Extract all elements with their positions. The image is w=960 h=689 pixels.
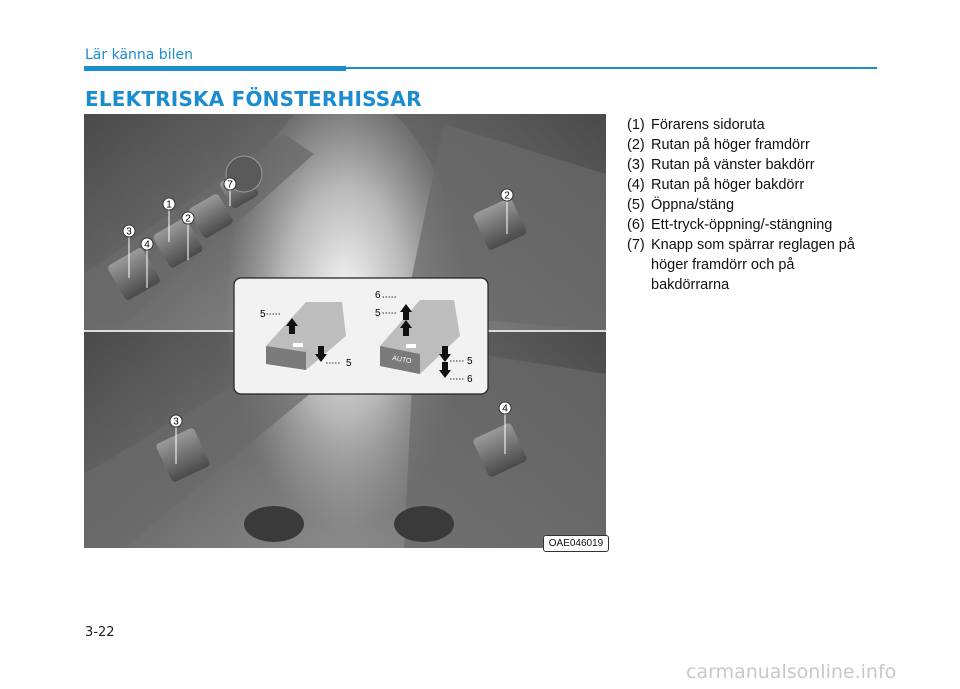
figure-code: OAE046019 (543, 535, 609, 552)
svg-text:3: 3 (173, 416, 179, 428)
svg-text:7: 7 (227, 179, 233, 191)
header-rule-thick (84, 66, 346, 71)
legend-item: (7) Knapp som spärrar reglagen på höger framdörr och på bakdörrarna (627, 237, 855, 293)
legend-item: (1) Förarens sidoruta (627, 117, 765, 133)
header-rule-thin (346, 67, 877, 69)
page-title: ELEKTRISKA FÖNSTERHISSAR (85, 87, 422, 111)
legend-item: (5) Öppna/stäng (627, 197, 735, 213)
legend-item: (2) Rutan på höger framdörr (627, 137, 810, 153)
watermark: carmanualsonline.info (686, 661, 897, 683)
legend-list (627, 115, 927, 295)
svg-text:5: 5 (467, 356, 473, 367)
svg-text:2: 2 (504, 190, 510, 202)
svg-text:2: 2 (185, 213, 191, 225)
legend-item: (3) Rutan på vänster bakdörr (627, 157, 815, 173)
svg-text:6: 6 (375, 290, 381, 301)
switch-detail-inset (234, 278, 488, 394)
svg-text:1: 1 (166, 199, 172, 211)
svg-text:4: 4 (144, 239, 150, 251)
section-label: Lär känna bilen (85, 47, 193, 63)
svg-text:4: 4 (502, 403, 508, 415)
window-switch-illustration (84, 114, 606, 548)
svg-text:5: 5 (375, 308, 381, 319)
svg-text:AUTO: AUTO (391, 355, 412, 366)
svg-text:5: 5 (260, 309, 266, 320)
svg-text:6: 6 (467, 374, 473, 385)
legend-item: (6) Ett-tryck-öppning/-stängning (627, 217, 833, 233)
legend-item: (4) Rutan på höger bakdörr (627, 177, 805, 193)
svg-text:5: 5 (346, 358, 352, 369)
page-number: 3-22 (85, 625, 115, 640)
svg-text:3: 3 (126, 226, 132, 238)
